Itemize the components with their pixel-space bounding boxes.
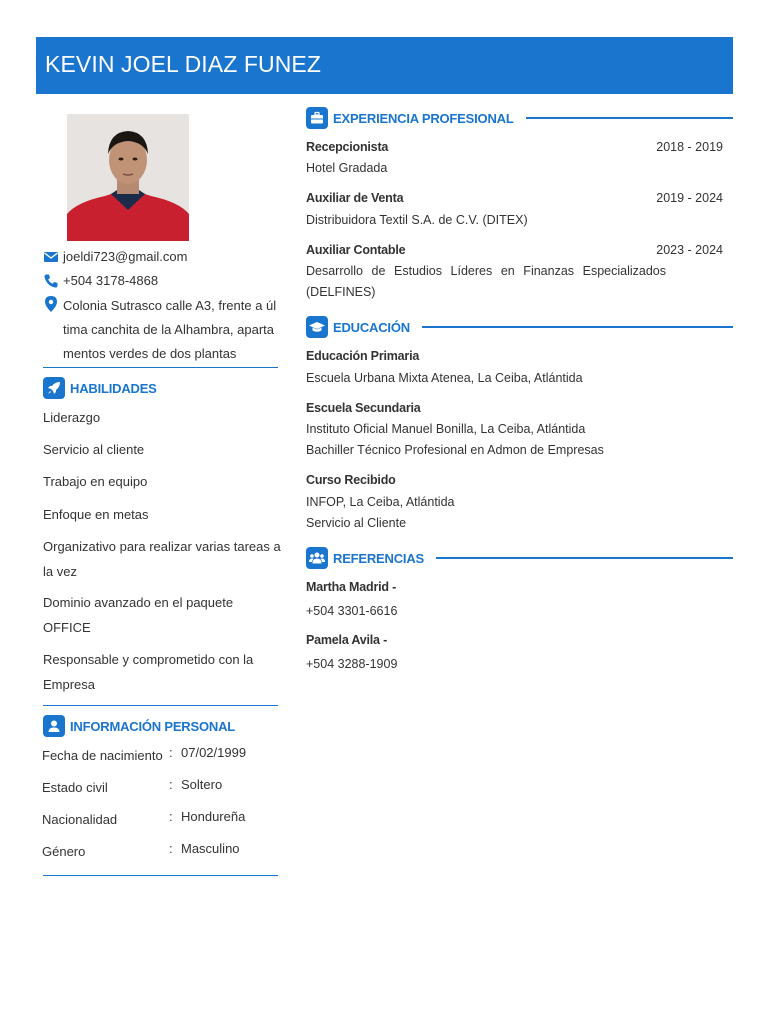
nationality-value: Hondureña — [181, 809, 246, 824]
reference-phone: +504 3301-6616 — [306, 604, 398, 618]
users-icon — [306, 547, 328, 569]
separator: : — [169, 745, 173, 760]
graduation-cap-icon — [306, 316, 328, 338]
experience-title: EXPERIENCIA PROFESIONAL — [333, 110, 514, 126]
personal-section-header — [43, 715, 235, 737]
envelope-icon — [43, 249, 59, 265]
divider — [43, 705, 278, 706]
education-level: Educación Primaria — [306, 349, 420, 363]
job-title: Recepcionista — [306, 140, 389, 154]
birthdate-value: 07/02/1999 — [181, 745, 247, 760]
section-rule — [436, 557, 733, 559]
skill-item: Enfoque en metas — [43, 507, 149, 522]
job-company: Hotel Gradada — [306, 161, 388, 175]
rocket-icon — [43, 377, 65, 399]
section-rule — [526, 117, 733, 119]
education-detail: Servicio al Cliente — [306, 516, 407, 530]
job-company: Distribuidora Textil S.A. de C.V. (DITEX) — [306, 213, 528, 227]
phone-icon — [43, 273, 59, 289]
skill-item: Responsable y comprometido con la Empresa — [43, 652, 254, 692]
education-detail: Escuela Urbana Mixta Atenea, La Ceiba, Atlántida — [306, 371, 583, 385]
civil-status-label: Estado civil — [42, 780, 108, 795]
email-link[interactable]: joeldi723@gmail.com — [63, 249, 188, 264]
civil-status-value: Soltero — [181, 777, 223, 792]
header-banner — [36, 37, 733, 94]
separator: : — [169, 809, 173, 824]
reference-phone: +504 3288-1909 — [306, 657, 398, 671]
user-icon — [43, 715, 65, 737]
skill-item: Organizativo para realizar varias tareas a la vez — [43, 539, 281, 579]
gender-value: Masculino — [181, 841, 240, 856]
job-dates: 2019 - 2024 — [656, 191, 723, 205]
reference-name: Martha Madrid - — [306, 580, 397, 594]
references-section-header — [306, 547, 733, 569]
skill-item: Liderazgo — [43, 410, 101, 425]
experience-section-header — [306, 107, 733, 129]
job-dates: 2018 - 2019 — [656, 140, 723, 154]
education-detail: INFOP, La Ceiba, Atlántida — [306, 495, 455, 509]
separator: : — [169, 777, 173, 792]
divider — [43, 367, 278, 368]
map-pin-icon — [45, 296, 57, 312]
skill-item: Dominio avanzado en el paquete OFFICE — [43, 595, 234, 635]
candidate-name: KEVIN JOEL DIAZ FUNEZ — [45, 51, 322, 77]
skills-section-header — [43, 377, 157, 399]
separator: : — [169, 841, 173, 856]
job-dates: 2023 - 2024 — [656, 243, 723, 257]
briefcase-icon — [306, 107, 328, 129]
education-title: EDUCACIÓN — [333, 319, 410, 335]
references-title: REFERENCIAS — [333, 550, 424, 566]
personal-title: INFORMACIÓN PERSONAL — [70, 718, 236, 734]
education-detail: Instituto Oficial Manuel Bonilla, La Ceiba, Atlántida — [306, 422, 586, 436]
birthdate-label: Fecha de nacimiento — [42, 748, 163, 763]
divider — [43, 875, 278, 876]
education-level: Escuela Secundaria — [306, 401, 421, 415]
skills-title: HABILIDADES — [70, 380, 157, 396]
job-company: Desarrollo de Estudios Líderes en Finanzas Especializados (DELFINES) — [306, 264, 666, 299]
job-title: Auxiliar de Venta — [306, 191, 404, 205]
education-section-header — [306, 316, 733, 338]
reference-name: Pamela Avila - — [306, 633, 388, 647]
profile-photo — [67, 114, 189, 241]
gender-label: Género — [42, 844, 86, 859]
education-level: Curso Recibido — [306, 473, 396, 487]
address-text: Colonia Sutrasco calle A3, frente a úl tima canchita de la Alhambra, aparta mentos verdes de dos plantas — [63, 298, 277, 361]
skill-item: Servicio al cliente — [43, 442, 145, 457]
section-rule — [422, 326, 733, 328]
skill-item: Trabajo en equipo — [43, 474, 148, 489]
nationality-label: Nacionalidad — [42, 812, 118, 827]
phone-text: +504 3178-4868 — [63, 273, 159, 288]
education-detail: Bachiller Técnico Profesional en Admon de Empresas — [306, 443, 604, 457]
job-title: Auxiliar Contable — [306, 243, 406, 257]
